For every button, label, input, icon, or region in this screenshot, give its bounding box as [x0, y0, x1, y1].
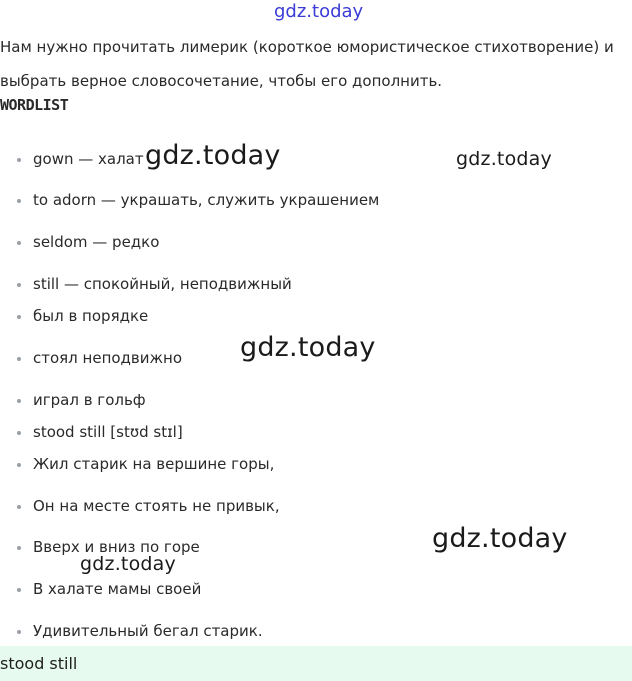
- bullet-icon: [17, 315, 21, 319]
- watermark: gdz.today: [432, 523, 568, 554]
- bullet-icon: [17, 505, 21, 509]
- list-item: [0, 305, 148, 327]
- intro-text: Нам нужно прочитать лимерик (короткое юмористическое стихотворение) и выбрать верное словосочетание, чтобы его дополнить.: [0, 38, 614, 90]
- answer-box: [0, 646, 632, 681]
- list-item-text: играл в гольф: [33, 391, 146, 409]
- list-item-text: to adorn — украшать, служить украшением: [33, 191, 380, 209]
- bullet-icon: [17, 546, 21, 550]
- bullet-icon: [17, 283, 21, 287]
- bullet-icon: [17, 399, 21, 403]
- list-item-text: Он на месте стоять не привык,: [33, 497, 280, 515]
- bullet-icon: [17, 463, 21, 467]
- list-item: [0, 421, 183, 443]
- list-item-text: stood still [stʊd stɪl]: [33, 423, 183, 441]
- bullet-icon: [17, 630, 21, 634]
- wordlist-heading: WORDLIST: [0, 96, 69, 114]
- list-item-text: gown — халат: [33, 150, 144, 168]
- bullet-icon: [17, 431, 21, 435]
- bullet-icon: [17, 158, 21, 162]
- list-item-text: seldom — редко: [33, 233, 160, 251]
- bullet-icon: [17, 241, 21, 245]
- list-item: [0, 231, 159, 253]
- list-item: [0, 389, 146, 411]
- list-item-text: Жил старик на вершине горы,: [33, 455, 275, 473]
- watermark: gdz.today: [456, 148, 552, 170]
- list-item: [0, 148, 144, 170]
- list-item-text: still — спокойный, неподвижный: [33, 275, 292, 293]
- list-item: [0, 578, 201, 600]
- answer-text: stood still: [0, 654, 78, 673]
- watermark: gdz.today: [240, 332, 376, 363]
- list-item-text: Удивительный бегал старик.: [33, 622, 263, 640]
- list-item: [0, 536, 200, 558]
- watermark-top: gdz.today: [274, 1, 364, 22]
- bullet-icon: [17, 199, 21, 203]
- list-item: [0, 620, 263, 642]
- watermark: gdz.today: [145, 140, 281, 171]
- list-item-text: В халате мамы своей: [33, 580, 202, 598]
- list-item: [0, 453, 274, 475]
- list-item: [0, 273, 292, 295]
- list-item-text: Вверх и вниз по горе: [33, 538, 200, 556]
- list-item: [0, 189, 379, 211]
- bullet-icon: [17, 588, 21, 592]
- list-item: [0, 495, 280, 517]
- bullet-icon: [17, 357, 21, 361]
- list-item-text: был в порядке: [33, 307, 149, 325]
- list-item-text: стоял неподвижно: [33, 349, 183, 367]
- watermark: gdz.today: [80, 553, 176, 575]
- list-item: [0, 347, 182, 369]
